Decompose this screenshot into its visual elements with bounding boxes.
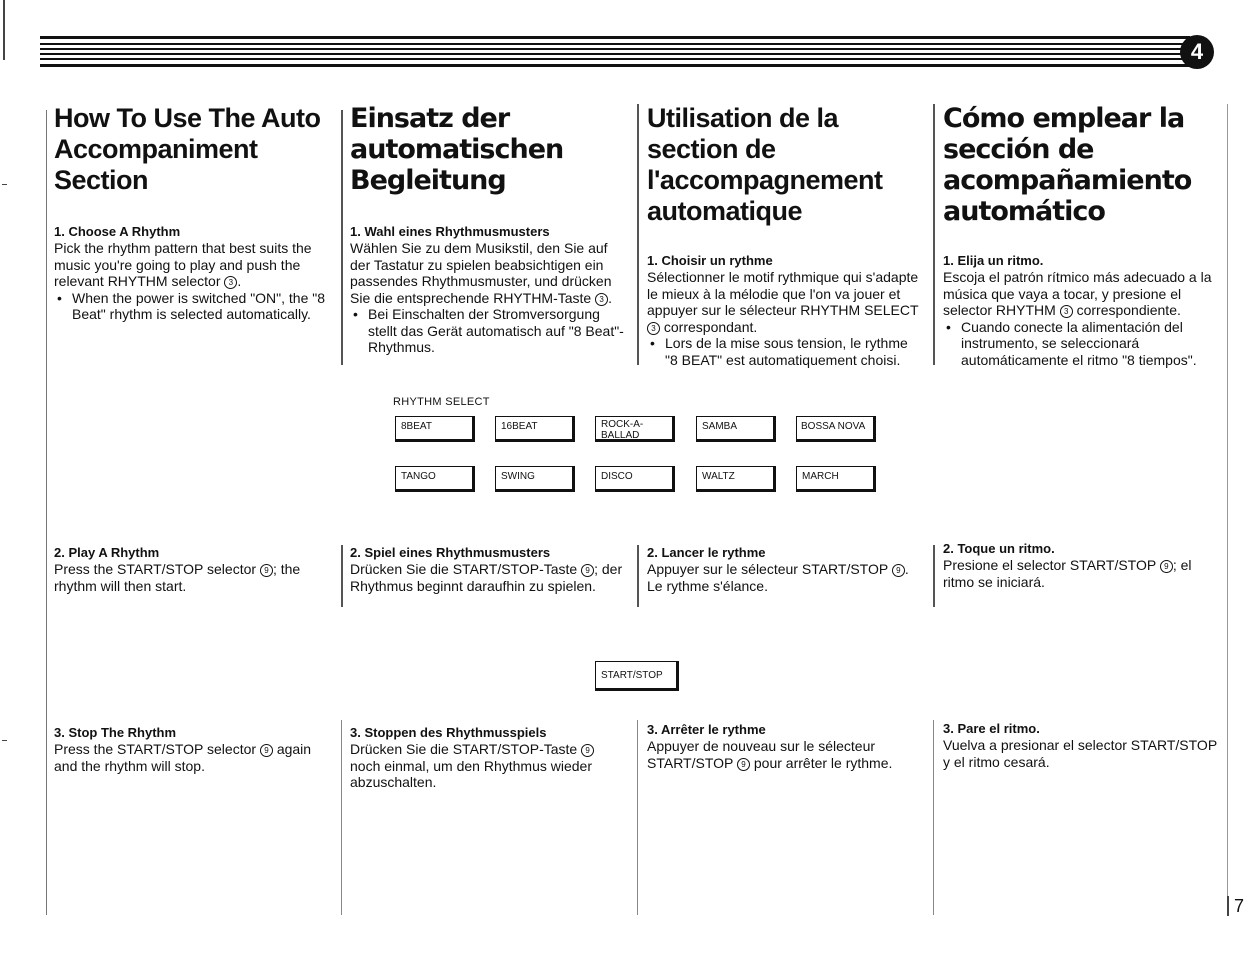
heading-spanish: Cómo emplear la sección de acompañamiento automático (943, 103, 1192, 227)
step3-title: 3. Stoppen des Rhythmusspiels (350, 725, 547, 740)
column-spanish-step3 (943, 721, 1218, 770)
column-spanish (943, 103, 1218, 368)
step2-text: Drücken Sie die START/STOP-Taste 9 ; der Rhythmus beginnt daraufhin zu spielen. (350, 561, 623, 594)
column-rule (46, 110, 47, 915)
rhythm-button-bossa-nova[interactable]: BOSSA NOVA (796, 416, 876, 442)
step1-text: Escoja el patrón rítmico más adecuado a la música que vaya a tocar, y presione el selector RHYTHM 3 correspondiente. (943, 269, 1212, 318)
step2-text: Press the START/STOP selector 9 ; the rhythm will then start. (54, 561, 301, 594)
step1-text: Pick the rhythm pattern that best suits the music you're going to play and push the relevant RHYTHM selector 3 . (54, 240, 312, 289)
step1-bullet: • Lors de la mise sous tension, le rythme "8 BEAT" est automatiquement choisi. (647, 335, 922, 368)
column-german-step3 (350, 725, 625, 791)
step3-text: Vuelva a presionar el selector START/STOP y el ritmo cesará. (943, 737, 1217, 770)
ref-9-icon: 9 (581, 564, 594, 577)
column-english (54, 103, 332, 323)
rhythm-button-8beat[interactable]: 8BEAT (395, 416, 475, 442)
rhythm-button-tango[interactable]: TANGO (395, 466, 475, 492)
step1-text: Wählen Sie zu dem Musikstil, den Sie auf der Tastatur zu spielen beabsichtigen ein passendes Rhythmusmuster, und drücken Sie die entsprechende RHYTHM-Taste 3 . (350, 240, 613, 306)
ref-3-icon: 3 (595, 293, 608, 306)
column-french-step2 (647, 545, 922, 594)
column-german (350, 103, 625, 356)
column-rule (933, 720, 934, 915)
rhythm-button-swing[interactable]: SWING (495, 466, 575, 492)
ref-9-icon: 9 (260, 744, 273, 757)
page-number-rule (1227, 896, 1229, 916)
ref-3-icon: 3 (647, 322, 660, 335)
margin-mark (3, 0, 5, 60)
step2-title: 2. Toque un ritmo. (943, 541, 1055, 556)
column-spanish-step2 (943, 541, 1218, 590)
heading-english: How To Use The Auto Accompaniment Section (54, 103, 321, 195)
step3-title: 3. Arrêter le rythme (647, 722, 766, 737)
column-rule (933, 104, 935, 365)
column-rule (637, 720, 638, 915)
column-rule (1227, 104, 1228, 914)
column-rule (637, 545, 639, 607)
step1-text: Sélectionner le motif rythmique qui s'adapte le mieux à la mélodie que l'on va jouer et appuyer sur le sélecteur RHYTHM SELECT 3 correspondant. (647, 269, 919, 335)
column-french (647, 103, 922, 368)
rhythm-select-label: RHYTHM SELECT (393, 396, 490, 408)
column-french-step3 (647, 722, 922, 771)
column-german-step2 (350, 545, 625, 594)
rhythm-button-16beat[interactable]: 16BEAT (495, 416, 575, 442)
step2-text: Appuyer sur le sélecteur START/STOP 9 . Le rythme s'élance. (647, 561, 909, 594)
step3-title: 3. Pare el ritmo. (943, 721, 1040, 736)
column-rule (341, 545, 343, 607)
page-number: 7 (1234, 896, 1245, 916)
margin-mark (2, 740, 7, 741)
step2-text: Presione el selector START/STOP 9 ; el ritmo se iniciará. (943, 557, 1192, 590)
header-rules (40, 36, 1190, 76)
ref-9-icon: 9 (260, 564, 273, 577)
rhythm-button-disco[interactable]: DISCO (595, 466, 675, 492)
step1-title: 1. Choose A Rhythm (54, 224, 181, 239)
margin-mark (2, 184, 7, 185)
start-stop-button[interactable]: START/STOP (595, 661, 679, 691)
step2-title: 2. Spiel eines Rhythmusmusters (350, 545, 551, 560)
heading-french: Utilisation de la section de l'accompagnement automatique (647, 103, 883, 226)
ref-3-icon: 3 (1060, 305, 1073, 318)
step3-text: Appuyer de nouveau sur le sélecteur START/STOP 9 pour arrêter le rythme. (647, 738, 893, 771)
column-rule (933, 545, 935, 607)
step1-title: 1. Elija un ritmo. (943, 253, 1044, 268)
column-english-step3 (54, 725, 332, 774)
step1-title: 1. Choisir un rythme (647, 253, 773, 268)
step3-text: Drücken Sie die START/STOP-Taste 9 noch einmal, um den Rhythmus wieder abzuschalten. (350, 741, 625, 791)
section-badge: 4 (1180, 35, 1214, 69)
step1-bullet: • When the power is switched "ON", the "8 Beat" rhythm is selected automatically. (54, 290, 332, 323)
rhythm-button-rock-a-ballad[interactable]: ROCK-A- BALLAD (595, 416, 675, 442)
column-rule (637, 104, 639, 365)
ref-3-icon: 3 (224, 276, 237, 289)
step1-bullet: • Bei Einschalten der Stromversorgung stellt das Gerät automatisch auf "8 Beat"-Rhythmus. (350, 306, 625, 356)
ref-9-icon: 9 (737, 758, 750, 771)
ref-9-icon: 9 (1160, 560, 1173, 573)
step3-title: 3. Stop The Rhythm (54, 725, 177, 740)
ref-9-icon: 9 (581, 744, 594, 757)
step1-title: 1. Wahl eines Rhythmusmusters (350, 224, 550, 239)
rhythm-button-samba[interactable]: SAMBA (696, 416, 776, 442)
step2-title: 2. Lancer le rythme (647, 545, 766, 560)
heading-german: Einsatz der automatischen Begleitung (350, 103, 564, 196)
step3-text: Press the START/STOP selector 9 again and the rhythm will stop. (54, 741, 312, 774)
column-rule (341, 110, 343, 365)
column-rule (341, 720, 342, 915)
rhythm-button-waltz[interactable]: WALTZ (696, 466, 776, 492)
step1-bullet: • Cuando conecte la alimentación del instrumento, se seleccionará automáticamente el ritmo "8 tiempos". (943, 319, 1218, 369)
rhythm-button-march[interactable]: MARCH (796, 466, 876, 492)
step2-title: 2. Play A Rhythm (54, 545, 160, 560)
ref-9-icon: 9 (892, 564, 905, 577)
column-english-step2 (54, 545, 332, 594)
